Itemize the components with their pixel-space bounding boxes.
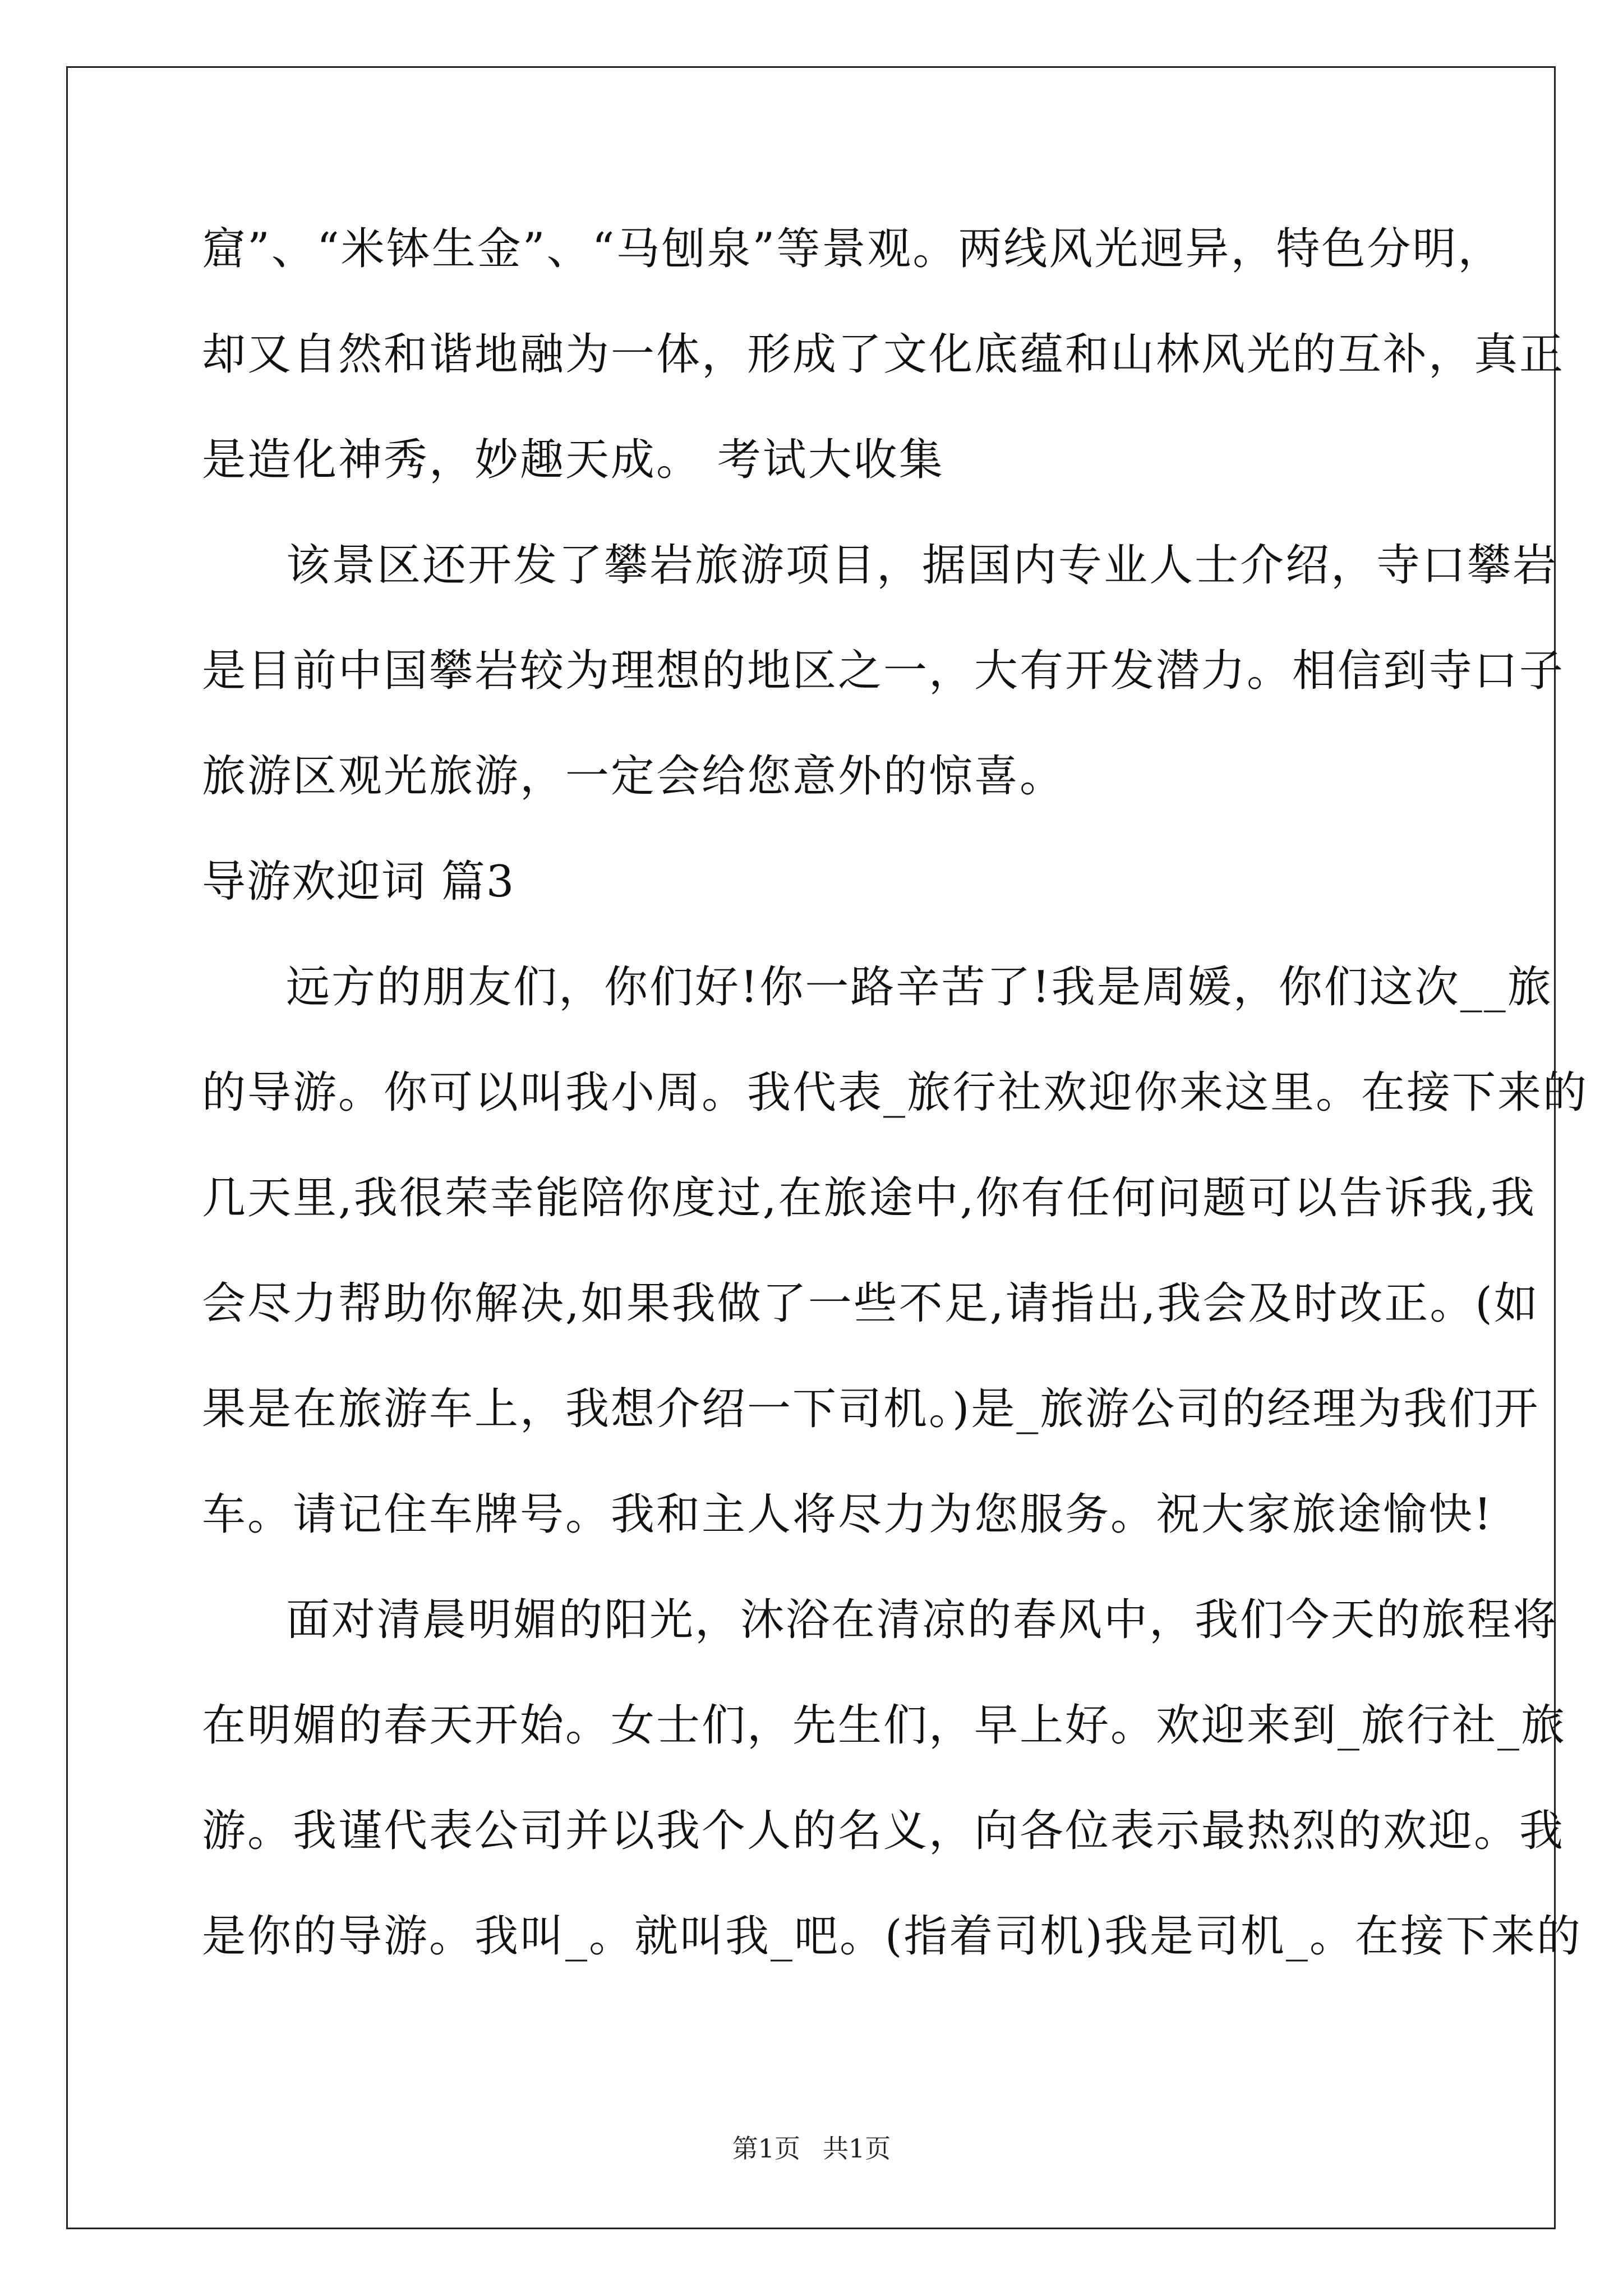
text-line: 几天里,我很荣幸能陪你度过,在旅途中,你有任何问题可以告诉我,我 <box>202 1173 1537 1223</box>
text-line: 是你的导游。我叫_。就叫我_吧。(指着司机)我是司机_。在接下来的 <box>202 1911 1582 1962</box>
text-line: 是目前中国攀岩较为理想的地区之一，大有开发潜力。相信到寺口子 <box>202 646 1565 696</box>
page-footer <box>0 2132 1623 2165</box>
paragraph-start-line: 远方的朋友们，你们好!你一路辛苦了!我是周媛，你们这次__旅 <box>286 962 1553 1013</box>
text-line: 车。请记住车牌号。我和主人将尽力为您服务。祝大家旅途愉快! <box>202 1489 1493 1540</box>
paragraph-start-line: 面对清晨明媚的阳光，沐浴在清凉的春风中，我们今天的旅程将 <box>286 1595 1559 1645</box>
text-line: 旅游区观光旅游，一定会给您意外的惊喜。 <box>202 751 1066 802</box>
section-heading: 导游欢迎词 篇3 <box>202 857 515 907</box>
text-line: 会尽力帮助你解决,如果我做了一些不足,请指出,我会及时改正。(如 <box>202 1278 1539 1329</box>
text-line: 果是在旅游车上，我想介绍一下司机。)是_旅游公司的经理为我们开 <box>202 1384 1540 1434</box>
page-total: 共1页 <box>823 2133 891 2164</box>
page-number: 第1页 <box>732 2133 800 2164</box>
text-line: 窟”、“米钵生金”、“马刨泉”等景观。两线风光迥异，特色分明， <box>202 224 1504 274</box>
text-line: 的导游。你可以叫我小周。我代表_旅行社欢迎你来这里。在接下来的 <box>202 1068 1589 1118</box>
text-line: 在明媚的春天开始。女士们，先生们，早上好。欢迎来到_旅行社_旅 <box>202 1700 1567 1751</box>
paragraph-start-line: 该景区还开发了攀岩旅游项目，据国内专业人士介绍，寺口攀岩 <box>286 540 1559 591</box>
document-body <box>202 196 1589 1989</box>
text-line: 游。我谨代表公司并以我个人的名义，向各位表示最热烈的欢迎。我 <box>202 1806 1565 1856</box>
text-line: 是造化神秀，妙趣天成。 考试大收集 <box>202 435 944 485</box>
text-line: 却又自然和谐地融为一体，形成了文化底蕴和山林风光的互补，真正 <box>202 329 1565 380</box>
